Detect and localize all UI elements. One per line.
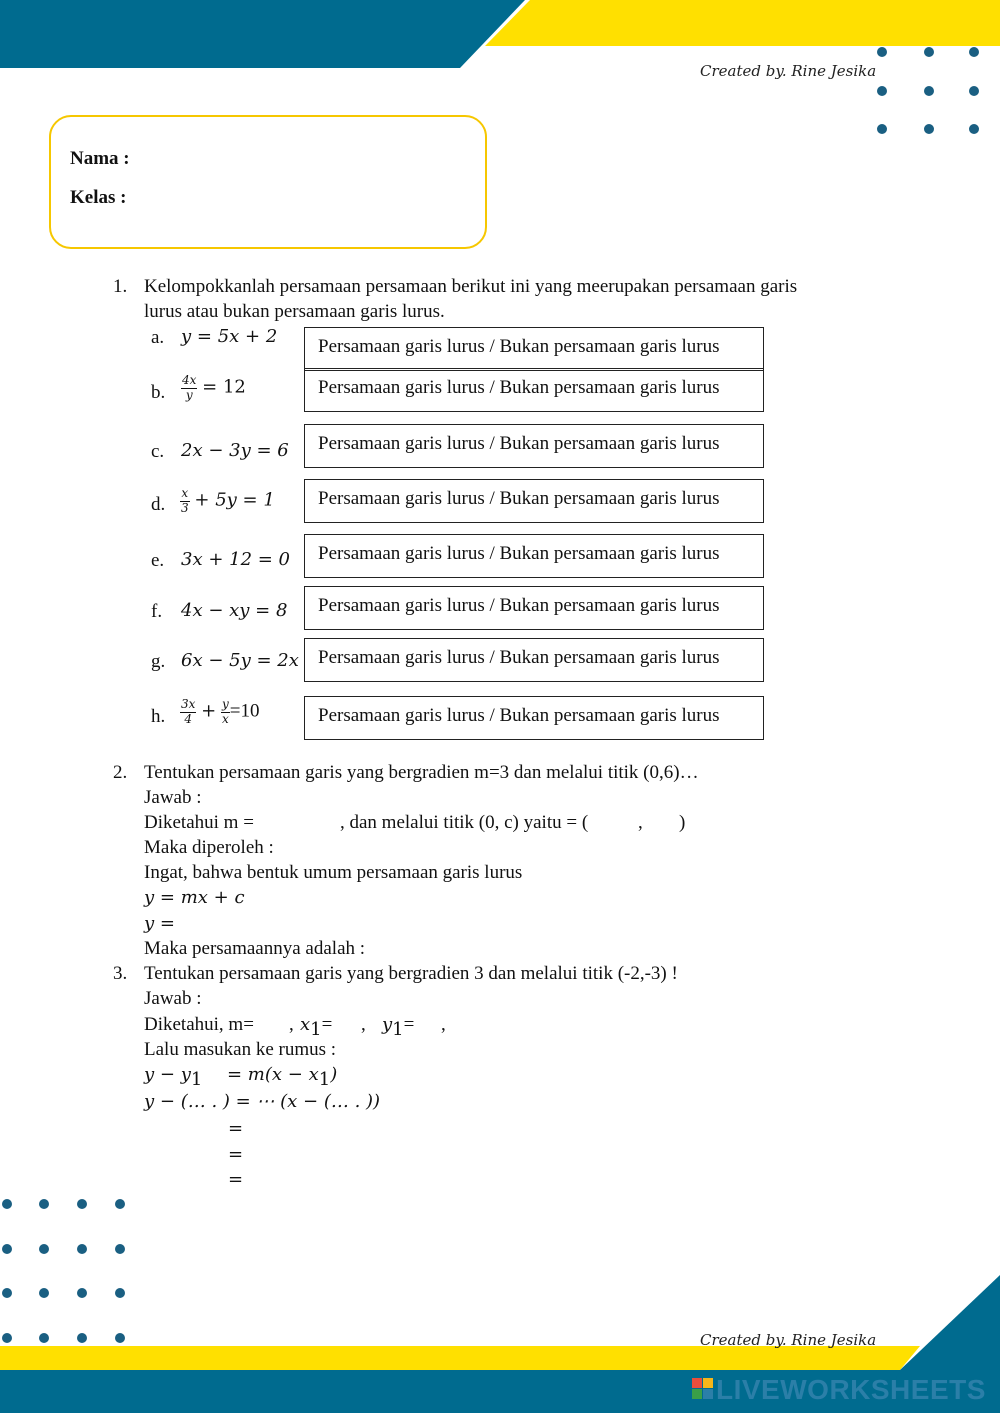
q2-number: 2.	[113, 762, 128, 783]
q1-choice-a[interactable]: Persamaan garis lurus / Bukan persamaan garis lurus	[304, 327, 764, 371]
fraction: $\frac{3x}{4}$	[181, 697, 196, 726]
q2-maka: Maka diperoleh :	[144, 837, 274, 858]
q1-item-letter: e.	[151, 550, 165, 571]
q1-choice-e[interactable]: Persamaan garis lurus / Bukan persamaan garis lurus	[304, 534, 764, 578]
q1-item-letter: g.	[151, 651, 166, 672]
q1-item-expression: y = 5x + 2	[181, 326, 278, 347]
q1-item-letter: b.	[151, 382, 166, 403]
q1-prompt-line1: Kelompokkanlah persamaan persamaan berikut ini yang meerupakan persamaan garis	[144, 276, 798, 297]
q1-item-expression: 3x + 12 = 0	[181, 549, 291, 570]
liveworksheets-logo-icon	[692, 1378, 714, 1400]
credit-bottom: Created by. Rine Jesika	[700, 1331, 877, 1349]
q3-jawab: Jawab :	[144, 988, 202, 1009]
q3-eq2: =	[228, 1144, 244, 1165]
bottom-yellow-band	[0, 1346, 920, 1370]
q1-item-letter: f.	[151, 601, 163, 622]
q3-prompt: Tentukan persamaan garis yang bergradien 3 dan melalui titik (-2,-3) !	[144, 963, 678, 984]
q3-number: 3.	[113, 963, 128, 984]
q1-item-letter: c.	[151, 441, 165, 462]
q1-item-expression: 4x − xy = 8	[181, 600, 288, 621]
q2-formula: y = mx + c	[144, 887, 245, 908]
q2-y-eq: y =	[144, 913, 175, 934]
q3-comma2: ,	[361, 1014, 366, 1035]
q3-formula-right: = $m(x - x_1)$	[227, 1064, 338, 1090]
q1-item-expression: $\frac{3x}{4}$ + $\frac{y}{x}$ =10	[181, 697, 260, 726]
q2-ingat: Ingat, bahwa bentuk umum persamaan garis lurus	[144, 862, 523, 883]
q3-diketahui: Diketahui, m=	[144, 1014, 254, 1035]
q1-prompt-line2: lurus atau bukan persamaan garis lurus.	[144, 301, 445, 322]
top-yellow-band	[485, 0, 1000, 46]
q1-choice-f[interactable]: Persamaan garis lurus / Bukan persamaan garis lurus	[304, 586, 764, 630]
q3-lalu: Lalu masukan ke rumus :	[144, 1039, 337, 1060]
q1-number: 1.	[113, 276, 128, 297]
q3-y1: $y_1=$	[382, 1014, 415, 1040]
q1-item-expression: 2x − 3y = 6	[181, 440, 289, 461]
q1-choice-g[interactable]: Persamaan garis lurus / Bukan persamaan garis lurus	[304, 638, 764, 682]
top-teal-band	[0, 0, 525, 68]
q2-jawab: Jawab :	[144, 787, 202, 808]
liveworksheets-brand: LIVEWORKSHEETS	[716, 1374, 986, 1405]
fraction: $\frac{y}{x}$	[222, 697, 229, 726]
top-right-dots	[877, 47, 979, 134]
q1-item-letter: a.	[151, 327, 165, 348]
q2-diketahui-rest: , dan melalui titik (0, c) yaitu = (	[340, 812, 589, 833]
q2-prompt: Tentukan persamaan garis yang bergradien m=3 dan melalui titik (0,6)…	[144, 762, 699, 783]
q1-choice-c[interactable]: Persamaan garis lurus / Bukan persamaan garis lurus	[304, 424, 764, 468]
identity-box	[49, 115, 487, 249]
q1-item-letter: h.	[151, 706, 166, 727]
fraction: $\frac{x}{3}$	[181, 486, 189, 515]
name-label: Nama :	[70, 148, 130, 169]
q3-x1: $x_1=$	[300, 1014, 333, 1040]
bottom-left-dots	[2, 1199, 125, 1343]
q3-comma1: ,	[289, 1014, 294, 1035]
q1-choice-d[interactable]: Persamaan garis lurus / Bukan persamaan garis lurus	[304, 479, 764, 523]
q3-eq3: =	[228, 1169, 244, 1190]
q1-choice-b[interactable]: Persamaan garis lurus / Bukan persamaan garis lurus	[304, 368, 764, 412]
class-label: Kelas :	[70, 187, 127, 208]
credit-top: Created by. Rine Jesika	[700, 62, 877, 80]
q1-item-expression: $\frac{x}{3}$ + 5y = 1	[181, 486, 275, 515]
q3-comma3: ,	[441, 1014, 446, 1035]
q1-item-letter: d.	[151, 494, 166, 515]
fraction: $\frac{4x}{y}$	[182, 373, 197, 402]
q3-formula: $y - y_1$	[144, 1064, 203, 1090]
q1-item-expression: 6x − 5y = 2x	[181, 650, 299, 671]
q1-choice-h[interactable]: Persamaan garis lurus / Bukan persamaan garis lurus	[304, 696, 764, 740]
q2-diketahui-m: Diketahui m =	[144, 812, 254, 833]
q3-substitute: y − (… . ) = ⋯ (x − (… . ))	[144, 1091, 381, 1112]
q3-eq1: =	[228, 1118, 244, 1139]
q1-item-expression: $\frac{4x}{y}$ = 12	[182, 373, 246, 402]
q2-comma: ,	[638, 812, 643, 833]
q2-maka-persamaan: Maka persamaannya adalah :	[144, 938, 366, 959]
q2-close: )	[679, 812, 686, 833]
